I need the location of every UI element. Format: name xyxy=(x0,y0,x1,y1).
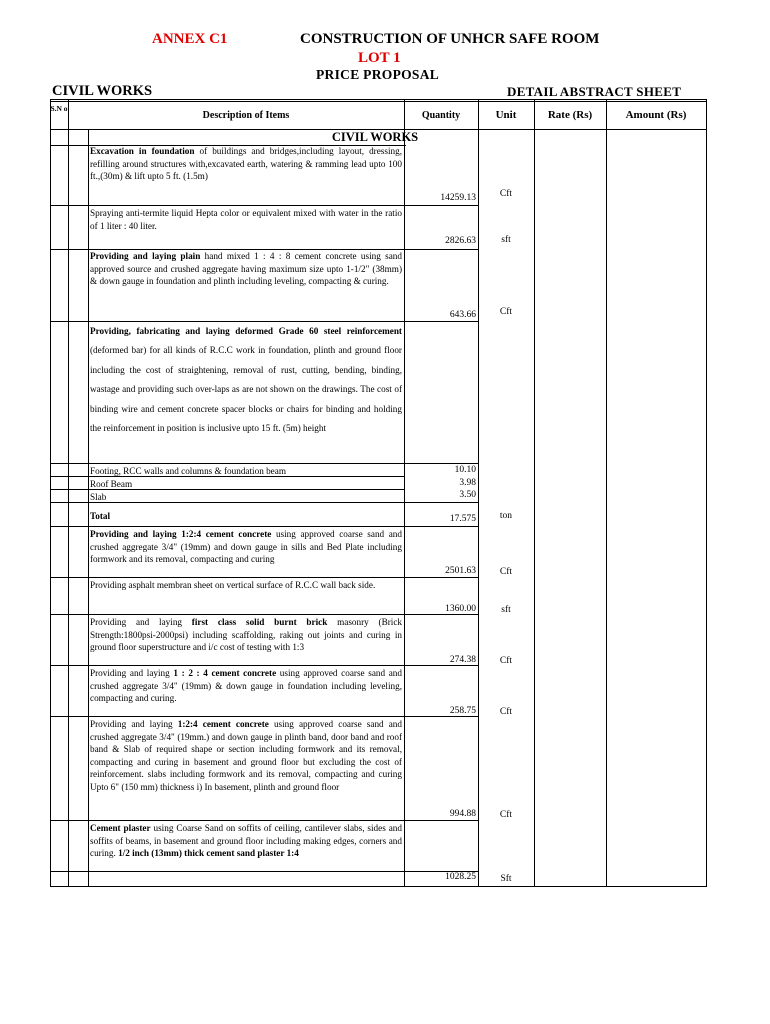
item-2-description xyxy=(90,207,402,232)
item-10-unit: Sft xyxy=(500,874,512,884)
item-1-unit: Cft xyxy=(499,189,513,199)
item-7-bold: first class solid burnt brick xyxy=(191,617,328,627)
detail-abstract-heading: DETAIL ABSTRACT SHEET xyxy=(507,84,682,99)
item-4-qty: 17.575 xyxy=(449,514,476,524)
item-4-sub-3-qty: 3.50 xyxy=(459,490,476,500)
item-1-description xyxy=(90,145,402,183)
item-6-description xyxy=(90,579,402,592)
item-8-qty: 258.75 xyxy=(449,706,476,716)
item-10-text: using Coarse Sand on soffits of ceiling, cantilever slabs, sides and soffits of beams, in basement and ground floor including making edges, corners and curing. xyxy=(90,823,402,859)
section-heading: CIVIL WORKS xyxy=(331,130,419,144)
item-4-total-label: Total xyxy=(90,511,111,521)
item-3-description xyxy=(90,250,402,288)
item-4-sub-3: Slab xyxy=(90,492,107,502)
lot-label: LOT 1 xyxy=(358,50,401,66)
item-2-unit: sft xyxy=(501,235,511,245)
item-5-qty: 2501.63 xyxy=(445,566,476,576)
item-4-text: (deformed bar) for all kinds of R.C.C work in foundation, plinth and ground floor including the cost of straightening, removal of rust, cutting, bending, binding, wastage and providing such over-laps as are not shown on the drawings. The cost of binding wire and cement concrete spacer blocks or chairs for binding and holding the reinforcement in position is inclusive upto 15 ft. (5m) height xyxy=(90,345,402,434)
col-header-unit: Unit xyxy=(495,109,517,121)
item-4-bold: Providing, fabricating and laying deformed Grade 60 steel reinforcement xyxy=(90,326,402,336)
item-3-qty: 643.66 xyxy=(449,310,476,320)
item-6-unit: sft xyxy=(501,605,511,615)
item-10-bold2: 1/2 inch (13mm) thick cement sand plaster 1:4 xyxy=(118,848,299,859)
item-9-unit: Cft xyxy=(499,810,513,820)
col-header-description: Description of Items xyxy=(202,110,290,121)
item-8-unit: Cft xyxy=(499,707,513,717)
item-7-qty: 274.38 xyxy=(449,655,476,665)
item-3-text: hand mixed 1 : 4 : 8 cement concrete using sand approved source and crushed aggregate having maximum size upto 1-1/2" (38mm) & down gauge in foundation and plinth including leveling, compacting & curing. xyxy=(90,251,402,287)
item-4-unit: ton xyxy=(499,511,513,521)
item-8-bold: 1 : 2 : 4 cement concrete xyxy=(173,668,277,678)
item-7-unit: Cft xyxy=(499,656,513,666)
item-1-qty: 14259.13 xyxy=(440,193,476,203)
item-5-bold: Providing and laying 1:2:4 cement concrete xyxy=(90,529,272,539)
item-2-qty: 2826.63 xyxy=(445,236,476,246)
item-4-sub-2-qty: 3.98 xyxy=(459,478,476,488)
item-9-qty: 994.88 xyxy=(449,809,476,819)
item-9-description xyxy=(90,718,402,794)
civil-works-heading: CIVIL WORKS xyxy=(52,83,153,99)
item-7-description xyxy=(90,616,402,654)
col-header-quantity: Quantity xyxy=(421,110,461,121)
item-2-text: Spraying anti-termite liquid Hepta color or equivalent mixed with water in the ratio of 1 liter : 40 liter. xyxy=(90,208,402,231)
page-title: CONSTRUCTION OF UNHCR SAFE ROOM xyxy=(300,31,600,47)
col-header-amount: Amount (Rs) xyxy=(625,109,687,121)
item-5-description xyxy=(90,528,402,566)
item-6-text: Providing asphalt membran sheet on vertical surface of R.C.C wall back side. xyxy=(90,580,376,590)
item-10-bold: Cement plaster xyxy=(90,823,151,833)
item-8-text: Providing and laying 1 : 2 : 4 cement concrete using approved coarse sand and crushed aggregate 3/4" (19mm) & down gauge in foundation including leveling, compacting and curing. xyxy=(90,668,402,704)
item-4-sub-1-qty: 10.10 xyxy=(454,465,476,475)
item-4-sub-1: Footing, RCC walls and columns & foundation beam xyxy=(90,466,286,476)
item-1-bold: Excavation in foundation xyxy=(90,146,195,156)
item-6-qty: 1360.00 xyxy=(445,604,476,614)
item-10-qty: 1028.25 xyxy=(445,872,476,882)
annex-label: ANNEX C1 xyxy=(152,31,228,47)
item-9-bold: 1:2:4 cement concrete xyxy=(177,719,269,729)
item-4-sub-2: Roof Beam xyxy=(90,479,133,489)
item-5-text: using approved coarse sand and crushed aggregate 3/4" (19mm) and down gauge in sills and Bed Plate including formwork and its removal, compacting and curing xyxy=(90,529,402,565)
item-4-description xyxy=(90,322,402,438)
item-8-description xyxy=(90,667,402,705)
item-7-text: Providing and laying first class solid burnt brick masonry (Brick Strength:1800psi-2000psi) including scaffolding, raking out joints and curing in ground floor superstructure and i/c cost of testing with 1:3 xyxy=(90,617,402,653)
item-9-text: Providing and laying 1:2:4 cement concrete using approved coarse sand and crushed aggregate 3/4" (19mm.) and down gauge in plinth band, door band and roof band & Slab of required shape or section including formwork and its removal, compacting and curing in basement and ground floor but excluding the cost of reinforcement. slabs including formwork and its removal, compacting and curing Upto 6" (150 mm) thickness i) In basement, plinth and ground floor xyxy=(90,719,402,792)
item-10-description xyxy=(90,822,402,860)
item-3-unit: Cft xyxy=(499,307,513,317)
col-header-sno: S.N o xyxy=(50,104,68,113)
item-1-text: of buildings and bridges,including layout, dressing, refilling around structures with,excavated earth, watering & ramming lead upto 100 ft.,(30m) & lift upto 5 ft. (1.5m) xyxy=(90,146,402,182)
item-3-bold: Providing and laying plain xyxy=(90,251,201,261)
item-5-unit: Cft xyxy=(499,567,513,577)
col-header-rate: Rate (Rs) xyxy=(547,109,593,121)
price-proposal-label: PRICE PROPOSAL xyxy=(316,67,440,82)
